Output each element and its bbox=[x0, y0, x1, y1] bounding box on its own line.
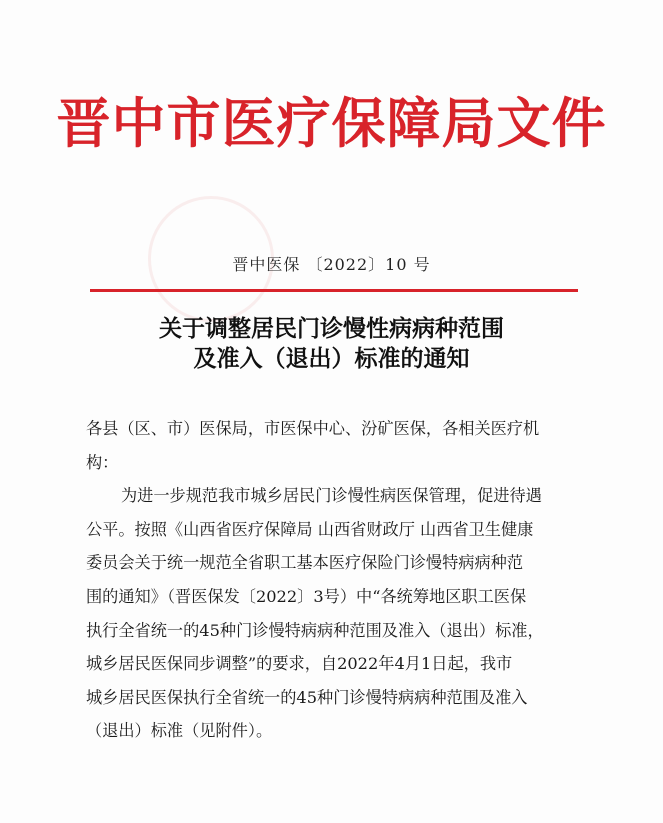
red-divider-line bbox=[90, 289, 578, 292]
title-line-1: 关于调整居民门诊慢性病病种范围 bbox=[159, 315, 504, 342]
notice-body bbox=[86, 412, 592, 748]
title-line-2: 及准入（退出）标准的通知 bbox=[193, 345, 470, 372]
body-line: （退出）标准（见附件）。 bbox=[86, 721, 273, 741]
document-number: 晋中医保 〔2022〕10 号 bbox=[232, 255, 431, 274]
body-line: 执行全省统一的45种门诊慢特病病种范围及准入（退出）标准， bbox=[86, 620, 544, 640]
body-line: 围的通知》（晋医保发〔2022〕3号）中“各统筹地区职工医保 bbox=[86, 586, 527, 606]
body-line: 城乡居民医保执行全省统一的45种门诊慢特病病种范围及准入 bbox=[86, 687, 528, 707]
body-line: 公平。按照《山西省医疗保障局 山西省财政厅 山西省卫生健康 bbox=[86, 519, 534, 539]
issuer-masthead: 晋中市医疗保障局文件 bbox=[56, 91, 607, 155]
body-line: 构： bbox=[86, 452, 119, 472]
body-line: 各县（区、市）医保局，市医保中心、汾矿医保，各相关医疗机 bbox=[86, 419, 540, 438]
body-line: 为进一步规范我市城乡居民门诊慢性病医保管理，促进待遇 bbox=[121, 486, 542, 506]
notice-title bbox=[0, 314, 663, 374]
body-line: 城乡居民医保同步调整”的要求，自2022年4月1日起，我市 bbox=[86, 654, 513, 674]
body-line: 委员会关于统一规范全省职工基本医疗保险门诊慢特病病种范 bbox=[86, 553, 524, 573]
